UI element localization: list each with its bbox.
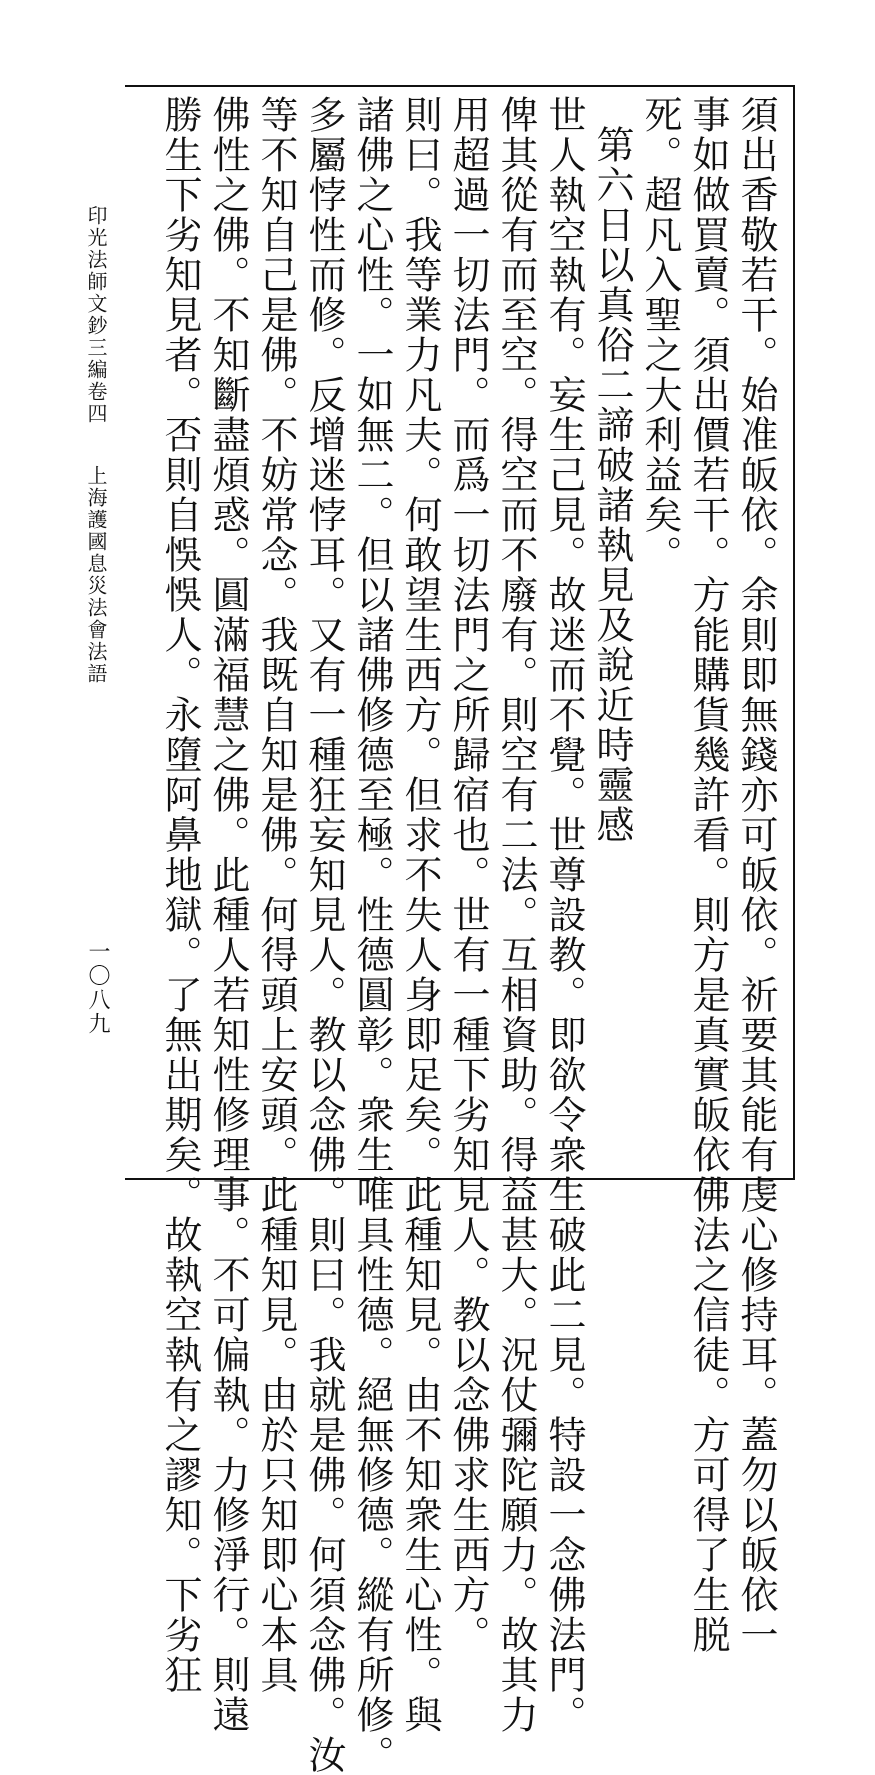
page-number: 一〇八九 <box>85 940 110 1036</box>
margin-book-title: 印光法師文鈔三編卷四 <box>84 205 108 425</box>
text-column-13: 勝生下劣知見者。否則自悞悞人。永墮阿鼻地獄。了無出期矣。故執空執有之謬知。下劣狂 <box>158 95 202 1695</box>
text-column-7: 用超過一切法門。而爲一切法門之所歸宿也。世有一種下劣知見人。教以念佛求生西方。 <box>446 95 490 1655</box>
text-column-5: 世人執空執有。妄生己見。故迷而不覺。世尊設教。即欲令衆生破此二見。特設一念佛法門。 <box>542 95 586 1735</box>
text-column-6: 俾其從有而至空。得空而不廢有。則空有二法。互相資助。得益甚大。況仗彌陀願力。故其力 <box>494 95 538 1735</box>
text-column-10: 多屬悖性而修。反增迷悖耳。又有一種狂妄知見人。教以念佛。則曰。我就是佛。何須念佛。汝 <box>302 95 346 1775</box>
text-column-8: 則曰。我等業力凡夫。何敢望生西方。但求不失人身即足矣。此種知見。由不知衆生心性。與 <box>398 95 442 1735</box>
section-heading: 第六日以真俗二諦破諸執見及說近時靈感 <box>590 125 634 845</box>
text-column-11: 等不知自己是佛。不妨常念。我既自知是佛。何得頭上安頭。此種知見。由於只知即心本具 <box>254 95 298 1695</box>
text-column-1: 須出香敬若干。始准皈依。余則即無錢亦可皈依。祈要其能有虔心修持耳。蓋勿以皈依一 <box>734 95 778 1655</box>
margin-chapter-title: 上海護國息災法會法語 <box>84 465 108 685</box>
text-column-2: 事如做買賣。須出價若干。方能購貨幾許看。則方是真實皈依佛法之信徒。方可得了生脱 <box>686 95 730 1655</box>
text-column-9: 諸佛之心性。一如無二。但以諸佛修德至極。性德圓彰。衆生唯具性德。絕無修德。縱有所修。 <box>350 95 394 1775</box>
text-column-3: 死。超凡入聖之大利益矣。 <box>638 95 682 575</box>
text-column-12: 佛性之佛。不知斷盡煩惑。圓滿福慧之佛。此種人若知性修理事。不可偏執。力修淨行。則遠 <box>206 95 250 1735</box>
